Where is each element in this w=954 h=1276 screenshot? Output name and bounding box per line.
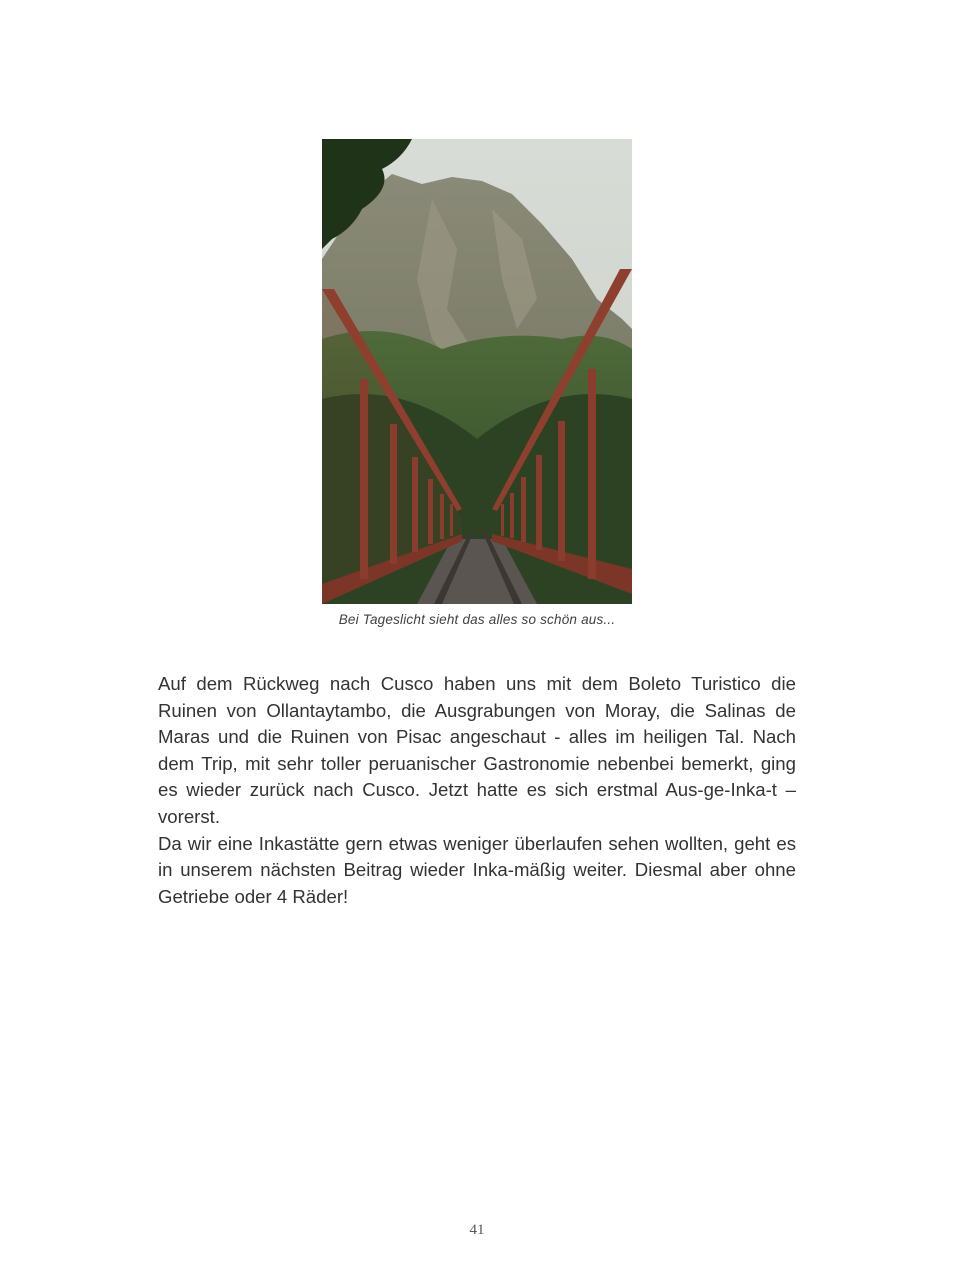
article-body [158,671,796,910]
bridge-photo [322,139,632,604]
page-number: 41 [469,1222,485,1238]
paragraph: Auf dem Rückweg nach Cusco haben uns mit dem Boleto Turistico die Ruinen von Ollantaytambo, die Ausgrabungen von Moray, die Salinas de Maras und die Ruinen von Pisac angeschaut - alles im heiligen Tal. Nach dem Trip, mit sehr toller peruanischer Gastronomie nebenbei bemerkt, ging es wieder zurück nach Cusco. Jetzt hatte es sich erstmal Aus-ge-Inka-t – vorerst. [158,673,796,827]
paragraph: Da wir eine Inkastätte gern etwas weniger überlaufen sehen wollten, geht es in unserem nächsten Beitrag wieder Inka-mäßig weiter. Diesmal aber ohne Getriebe oder 4 Räder! [158,832,796,907]
photo-caption: Bei Tageslicht sieht das alles so schön aus... [338,612,616,627]
